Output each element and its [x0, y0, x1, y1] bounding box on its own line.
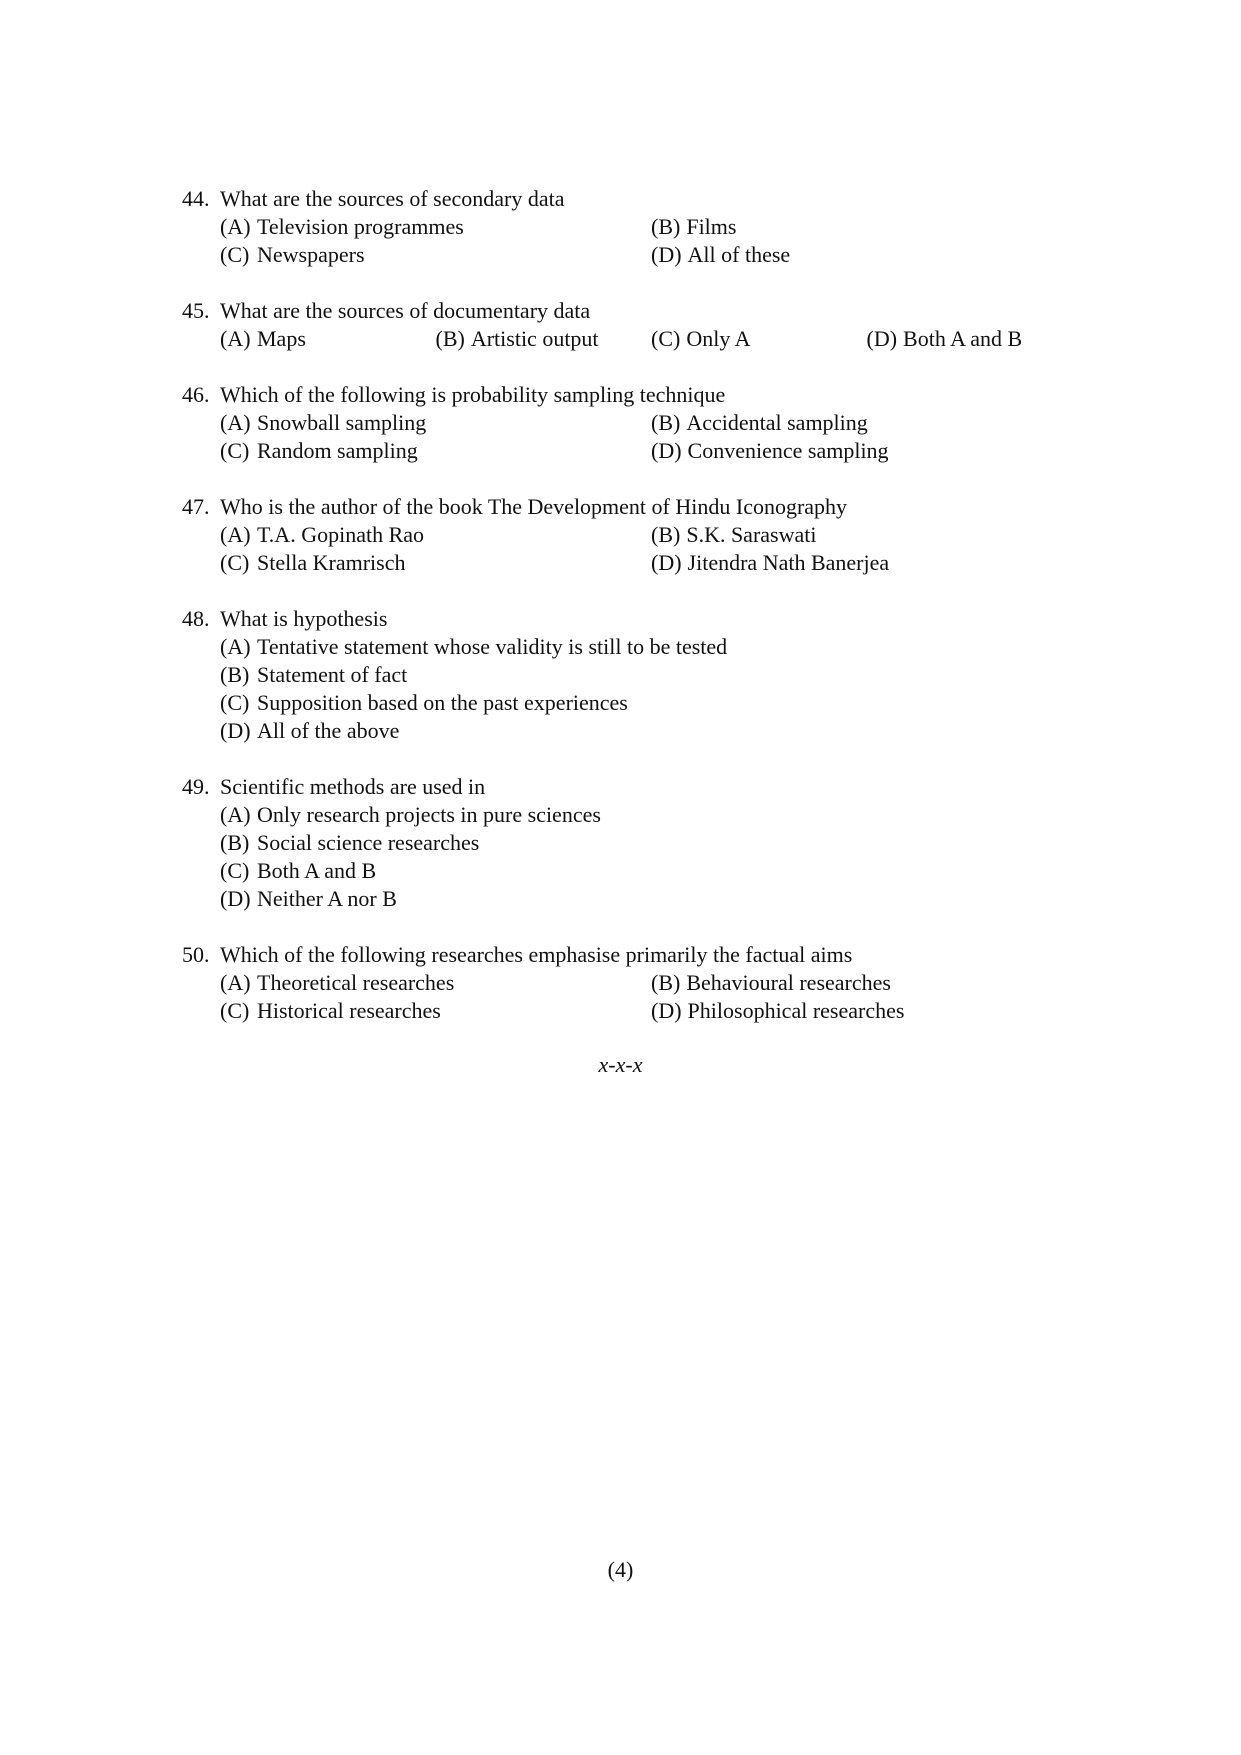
option-label: (D) [866, 326, 898, 351]
option-text: Convenience sampling [687, 438, 889, 463]
option-row [182, 409, 1082, 437]
option-row [182, 521, 1082, 549]
option-label: (B) [651, 522, 681, 547]
question-48 [182, 605, 1082, 745]
option-c [220, 857, 1020, 885]
option-label: (B) [651, 970, 681, 995]
option-text: Maps [257, 326, 306, 351]
option-text: Only A [686, 326, 751, 351]
option-text: Snowball sampling [257, 410, 427, 435]
option-text: Theoretical researches [257, 970, 455, 995]
option-text: Both A and B [257, 858, 377, 883]
option-text: Tentative statement whose validity is still to be tested [257, 634, 728, 659]
question-text: Which of the following researches emphasise primarily the factual aims [220, 942, 853, 967]
option-text: Accidental sampling [686, 410, 868, 435]
option-label: (D) [220, 886, 251, 911]
option-label: (C) [220, 998, 250, 1023]
option-row [182, 633, 1082, 661]
question-44 [182, 185, 1082, 269]
option-row [182, 437, 1082, 465]
option-label: (A) [220, 522, 251, 547]
question-line [182, 493, 1082, 521]
question-line [182, 381, 1082, 409]
option-label: (B) [651, 214, 681, 239]
option-b [220, 661, 1020, 689]
option-label: (A) [220, 326, 251, 351]
option-d [651, 549, 1082, 577]
option-d [220, 717, 1020, 745]
question-47 [182, 493, 1082, 577]
question-line [182, 297, 1082, 325]
option-a [220, 633, 1020, 661]
question-number: 46. [182, 382, 210, 407]
question-49 [182, 773, 1082, 913]
option-text: Neither A nor B [257, 886, 397, 911]
option-label: (D) [651, 242, 682, 267]
option-b [436, 325, 652, 353]
option-label: (A) [220, 410, 251, 435]
question-number: 47. [182, 494, 210, 519]
option-text: Films [686, 214, 737, 239]
question-number: 45. [182, 298, 210, 323]
option-text: Artistic output [470, 326, 599, 351]
question-text: Scientific methods are used in [220, 774, 486, 799]
option-text: All of the above [257, 718, 400, 743]
option-a [220, 801, 1020, 829]
option-text: Stella Kramrisch [257, 550, 406, 575]
question-text: What are the sources of secondary data [220, 186, 565, 211]
option-row [182, 689, 1082, 717]
question-50 [182, 941, 1082, 1025]
question-list [182, 185, 1082, 1053]
option-row [182, 857, 1082, 885]
question-text: Who is the author of the book The Development of Hindu Iconography [220, 494, 848, 519]
option-text: Historical researches [257, 998, 441, 1023]
option-row [182, 969, 1082, 997]
option-text: T.A. Gopinath Rao [257, 522, 425, 547]
question-number: 48. [182, 606, 210, 631]
option-d [651, 997, 1082, 1025]
option-row [182, 241, 1082, 269]
question-text: Which of the following is probability sampling technique [220, 382, 726, 407]
option-text: Jitendra Nath Banerjea [687, 550, 890, 575]
option-c [220, 437, 651, 465]
option-text: Behavioural researches [686, 970, 891, 995]
option-label: (D) [651, 998, 682, 1023]
question-number: 50. [182, 942, 210, 967]
option-c [220, 241, 651, 269]
question-45 [182, 297, 1082, 353]
option-label: (C) [220, 550, 250, 575]
option-a [220, 521, 651, 549]
option-b [220, 829, 1020, 857]
question-number: 49. [182, 774, 210, 799]
option-a [220, 213, 651, 241]
question-line [182, 185, 1082, 213]
question-line [182, 773, 1082, 801]
option-text: Supposition based on the past experiences [257, 690, 628, 715]
page-number: (4) [607, 1557, 634, 1582]
option-label: (D) [651, 438, 682, 463]
option-b [651, 521, 1082, 549]
option-row [182, 829, 1082, 857]
option-text: Philosophical researches [687, 998, 905, 1023]
option-row [182, 997, 1082, 1025]
option-text: Random sampling [257, 438, 418, 463]
option-label: (B) [435, 326, 465, 351]
option-label: (A) [220, 802, 251, 827]
option-d [651, 241, 1082, 269]
option-b [651, 409, 1082, 437]
option-label: (C) [220, 858, 250, 883]
option-text: Social science researches [257, 830, 480, 855]
question-line [182, 605, 1082, 633]
option-text: All of these [687, 242, 791, 267]
option-row [182, 801, 1082, 829]
option-a [220, 325, 436, 353]
end-mark: x-x-x [598, 1052, 643, 1077]
option-text: Statement of fact [257, 662, 408, 687]
option-a [220, 409, 651, 437]
question-46 [182, 381, 1082, 465]
option-d [651, 437, 1082, 465]
option-label: (C) [220, 438, 250, 463]
option-label: (D) [651, 550, 682, 575]
option-d [867, 325, 1083, 353]
option-a [220, 969, 651, 997]
option-row [182, 213, 1082, 241]
option-text: Both A and B [903, 326, 1023, 351]
option-c [220, 549, 651, 577]
option-label: (C) [220, 690, 250, 715]
question-line [182, 941, 1082, 969]
option-label: (B) [220, 662, 250, 687]
option-label: (B) [651, 410, 681, 435]
option-label: (A) [220, 634, 251, 659]
option-b [651, 969, 1082, 997]
option-row [182, 717, 1082, 745]
option-label: (A) [220, 970, 251, 995]
option-b [651, 213, 1082, 241]
option-label: (D) [220, 718, 251, 743]
option-text: Only research projects in pure sciences [257, 802, 601, 827]
option-label: (A) [220, 214, 251, 239]
option-text: Television programmes [257, 214, 464, 239]
option-c [220, 689, 1020, 717]
question-number: 44. [182, 186, 210, 211]
option-row [182, 549, 1082, 577]
option-text: S.K. Saraswati [686, 522, 817, 547]
option-c [651, 325, 867, 353]
option-label: (B) [220, 830, 250, 855]
option-row [182, 325, 1082, 353]
option-c [220, 997, 651, 1025]
option-d [220, 885, 1020, 913]
question-text: What are the sources of documentary data [220, 298, 591, 323]
option-row [182, 661, 1082, 689]
option-label: (C) [220, 242, 250, 267]
option-label: (C) [651, 326, 681, 351]
option-row [182, 885, 1082, 913]
question-text: What is hypothesis [220, 606, 388, 631]
option-text: Newspapers [257, 242, 365, 267]
